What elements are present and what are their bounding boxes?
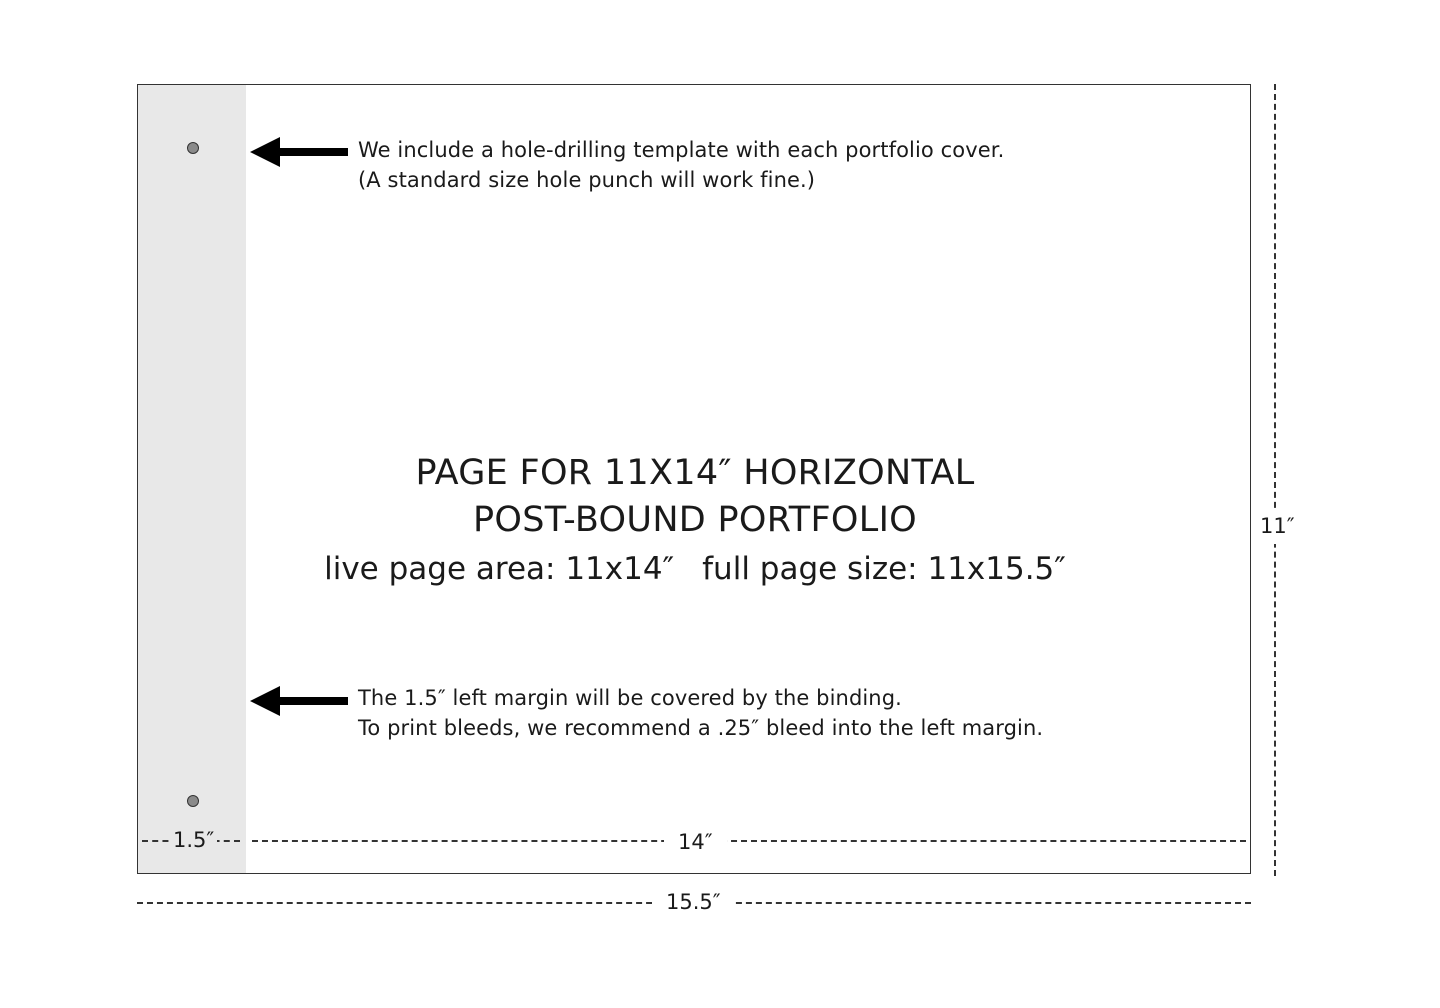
page-title-line-2: POST-BOUND PORTFOLIO [472,500,918,540]
bottom-note-line-2: To print bleeds, we recommend a .25″ bleed into the left margin. [358,716,1044,740]
page-size-line [138,544,1252,594]
height-dimension-label: 11″ [1258,508,1297,544]
full-width-dimension-label: 15.5″ [652,890,735,914]
top-note-line-1: We include a hole-drilling template with each portfolio cover. [358,138,1005,162]
arrow-left-icon [250,137,350,167]
full-size-label: full page size: 11x15.5″ [702,551,1066,587]
page-title-line-1: PAGE FOR 11X14″ HORIZONTAL [415,453,975,493]
arrow-left-icon [250,686,350,716]
live-width-dimension-label: 14″ [664,830,727,854]
height-dimension-line [1274,84,1276,876]
live-area-label: live page area: 11x14″ [324,551,675,587]
hole-icon [187,142,199,154]
bottom-note-line-1: The 1.5″ left margin will be covered by the binding. [358,686,902,710]
top-note-line-2: (A standard size hole punch will work fine.) [358,168,816,192]
page-title-block [138,450,1252,594]
bottom-note [358,683,1043,743]
margin-dimension-label: 1.5″ [170,828,217,852]
top-note [358,135,1004,195]
live-width-dimension-line [252,840,1246,842]
portfolio-page [137,84,1251,874]
hole-icon [187,795,199,807]
